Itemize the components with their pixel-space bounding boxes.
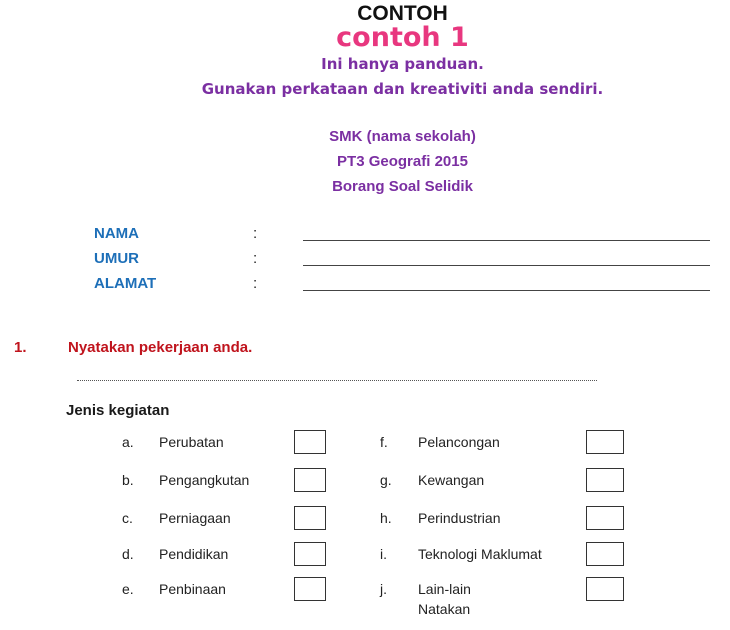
option-label: Perubatan <box>159 434 224 450</box>
option-letter: g. <box>380 472 392 488</box>
alamat-label: ALAMAT <box>94 275 157 292</box>
option-letter: f. <box>380 434 388 450</box>
option-label: Perniagaan <box>159 510 231 526</box>
guide-note-line-1: Ini hanya panduan. <box>321 55 484 73</box>
question-text: Nyatakan pekerjaan anda. <box>68 339 253 356</box>
subject-title: PT3 Geografi 2015 <box>337 153 468 170</box>
umur-fill-line[interactable] <box>303 265 710 266</box>
option-label: Kewangan <box>418 472 485 488</box>
option-checkbox-i[interactable] <box>586 542 624 566</box>
answer-dotted-line[interactable] <box>77 380 597 381</box>
option-letter: b. <box>122 472 134 488</box>
umur-label: UMUR <box>94 250 139 267</box>
option-checkbox-j[interactable] <box>586 577 624 601</box>
option-letter: a. <box>122 434 134 450</box>
guide-note-line-2: Gunakan perkataan dan kreativiti anda sendiri. <box>201 80 604 98</box>
nama-fill-line[interactable] <box>303 240 710 241</box>
option-letter: e. <box>122 581 134 597</box>
contoh-subheading: contoh 1 <box>336 22 469 53</box>
option-label: Teknologi Maklumat <box>418 546 542 562</box>
option-label: Pelancongan <box>418 434 500 450</box>
option-checkbox-f[interactable] <box>586 430 624 454</box>
section-title: Jenis kegiatan <box>66 402 170 419</box>
option-label-secondary: Natakan <box>418 601 471 617</box>
option-letter: j. <box>380 581 387 597</box>
option-label: Perindustrian <box>418 510 501 526</box>
option-checkbox-c[interactable] <box>294 506 326 530</box>
option-label: Pengangkutan <box>159 472 250 488</box>
question-number: 1. <box>14 339 27 356</box>
option-checkbox-e[interactable] <box>294 577 326 601</box>
option-letter: h. <box>380 510 392 526</box>
option-letter: i. <box>380 546 387 562</box>
option-checkbox-a[interactable] <box>294 430 326 454</box>
nama-colon: : <box>253 225 258 242</box>
option-label: Pendidikan <box>159 546 229 562</box>
form-title: Borang Soal Selidik <box>332 178 473 195</box>
option-letter: c. <box>122 510 133 526</box>
umur-colon: : <box>253 250 258 267</box>
option-label: Penbinaan <box>159 581 226 597</box>
contoh-heading: CONTOH <box>357 2 448 25</box>
option-checkbox-g[interactable] <box>586 468 624 492</box>
nama-label: NAMA <box>94 225 139 242</box>
alamat-colon: : <box>253 275 258 292</box>
option-label: Lain-lain <box>418 581 471 597</box>
school-name: SMK (nama sekolah) <box>329 128 476 145</box>
alamat-fill-line[interactable] <box>303 290 710 291</box>
option-checkbox-b[interactable] <box>294 468 326 492</box>
option-checkbox-d[interactable] <box>294 542 326 566</box>
option-letter: d. <box>122 546 134 562</box>
option-checkbox-h[interactable] <box>586 506 624 530</box>
